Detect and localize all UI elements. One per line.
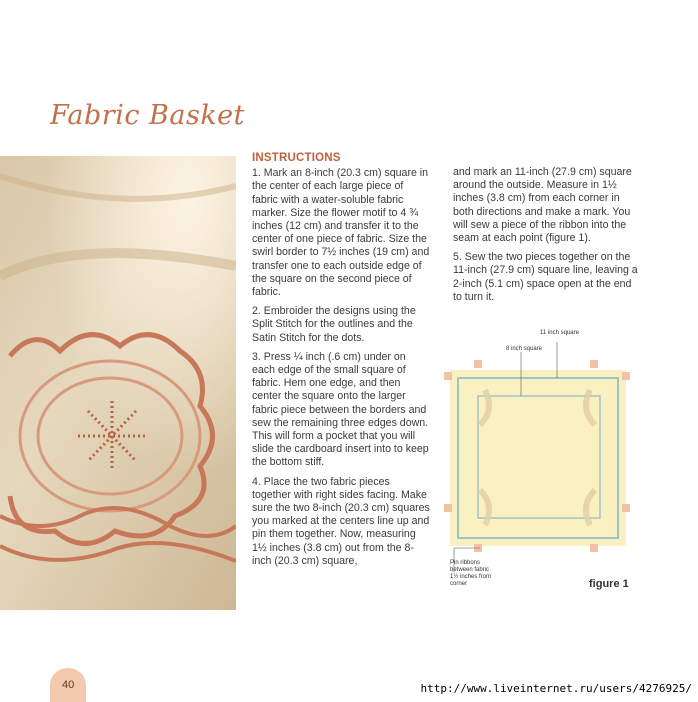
text-column-left [252,152,430,574]
text-column-right [453,166,639,310]
figure-1-diagram [440,330,650,600]
pin-ribbons-note: Pin ribbons between fabric 1½ inches from corner [450,560,492,587]
step-4: 4. Place the two fabric pieces together with right sides facing. Make sure the two 8-inch (20.3 cm) squares you marked at the centers line up and pin them together. Now, measuring 1½ inches (3.8 cm) out from the 8-inch (20.3 cm) square, [252,475,430,567]
instructions-heading: INSTRUCTIONS [252,152,341,164]
step-2: 2. Embroider the designs using the Split Stitch for the outlines and the Satin Stitch for the dots. [252,305,416,344]
page-number-tab [50,668,86,702]
step-5: 5. Sew the two pieces together on the 11-inch (27.9 cm) square line, leaving a 2-inch (5.1 cm) space open at the end to turn it. [453,251,638,303]
page-title: Fabric Basket [50,100,246,131]
label-8-inch-square: 8 inch square [506,346,543,352]
step-3: 3. Press ¼ inch (.6 cm) under on each edge of the small square of fabric. Hem one edge, and then center the square onto the larger fabric piece between the borders and sew the remaining three edges down. This will form a pocket that you will slide the cardboard insert into to keep the bottom stiff. [252,350,429,469]
page-number: 40 [62,679,75,691]
embroidery-photo [0,156,236,610]
label-11-inch-square: 11 inch square [540,330,579,336]
figure-caption: figure 1 [589,578,629,590]
step-4-continued: and mark an 11-inch (27.9 cm) square around the outside. Measure in 1½ inches (3.8 cm) from each corner in both directions and make a mark. You will sew a piece of the ribbon into the seam at each point (figure 1). [453,166,632,245]
step-1: 1. Mark an 8-inch (20.3 cm) square in the center of each large piece of fabric with a water-soluble fabric marker. Size the flower motif to 4 ¾ inches (12 cm) and transfer it to the center of one piece of fabric. Size the swirl border to 7½ inches (19 cm) and transfer one to each outside edge of the square on the second piece of fabric. [252,167,430,299]
watermark-url: http://www.liveinternet.ru/users/4276925/ [420,682,692,695]
